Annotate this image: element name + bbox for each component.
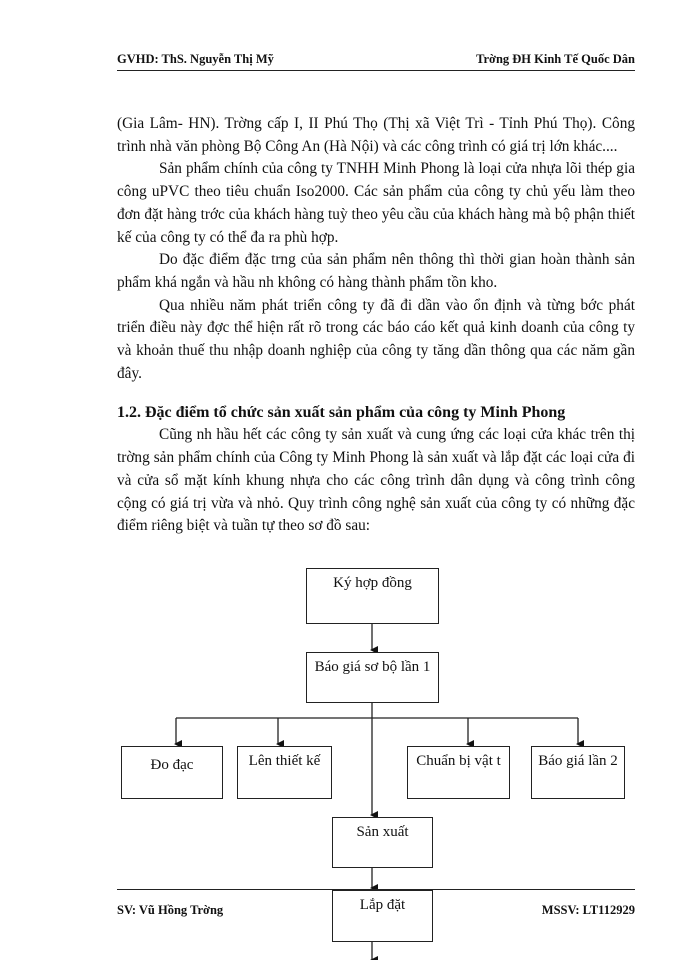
footer-rule — [117, 889, 635, 890]
box-install: Lắp đặt — [332, 890, 433, 942]
footer-student: SV: Vũ Hồng Trờng — [117, 903, 224, 917]
box-contract: Ký hợp đồng — [306, 568, 439, 624]
paragraph-3: Do đặc điểm đặc trng của sản phẩm nên thông thì thời gian hoàn thành sản phẩm khá ngắn và hầu nh không có hàng thành phẩm tồn kho. — [117, 251, 635, 291]
box-measure: Đo đạc — [121, 746, 223, 799]
footer-student-id: MSSV: LT112929 — [541, 903, 635, 917]
box-produce: Sản xuất — [332, 817, 433, 868]
page-footer — [117, 903, 635, 918]
header-supervisor: GVHD: ThS. Nguyễn Thị Mỹ — [117, 52, 274, 66]
paragraph-2: Sản phẩm chính của công ty TNHH Minh Phong là loại cửa nhựa lõi thép gia công uPVC theo tiêu chuẩn Iso2000. Các sản phẩm của công ty chủ yếu làm theo đơn đặt hàng trớc của khách hàng tuỳ theo yêu cầu của khách hàng mà bộ phận thiết kế của công ty có thể đa ra phù hợp. — [117, 160, 635, 246]
paragraph-4: Qua nhiều năm phát triển công ty đã đi dần vào ổn định và từng bớc phát triển điều này đợc thể hiện rất rõ trong các báo cáo kết quả kinh doanh của công ty và khoản thuế thu nhập doanh nghiệp của công ty tăng dần thông qua các năm gần đây. — [117, 296, 635, 382]
box-quote-1: Báo giá sơ bộ lần 1 — [306, 652, 439, 703]
section-paragraph: Cũng nh hầu hết các công ty sản xuất và cung ứng các loại cửa khác trên thị trờng sản phẩm chính của Công ty Minh Phong là sản xuất và lắp đặt các loại cửa đi và cửa sổ mặt kính khung nhựa cho các công trình dân dụng và công trình công cộng có giá trị vừa và nhỏ. Quy trình công nghệ sản xuất của công ty có những đặc điểm riêng biệt và tuần tự theo sơ đồ sau: — [117, 426, 635, 535]
box-prepare: Chuẩn bị vật t — [407, 746, 510, 799]
box-design: Lên thiết kế — [237, 746, 332, 799]
section-heading: 1.2. Đặc điểm tổ chức sản xuất sản phẩm của công ty Minh Phong — [117, 404, 566, 422]
box-quote-2: Báo giá lần 2 — [531, 746, 625, 799]
header-university: Trờng ĐH Kinh Tế Quốc Dân — [476, 52, 635, 66]
paragraph-1: (Gia Lâm- HN). Trờng cấp I, II Phú Thọ (Thị xã Việt Trì - Tỉnh Phú Thọ). Công trình nhà văn phòng Bộ Công An (Hà Nội) và các công trình có giá trị lớn khác.... — [117, 115, 635, 155]
